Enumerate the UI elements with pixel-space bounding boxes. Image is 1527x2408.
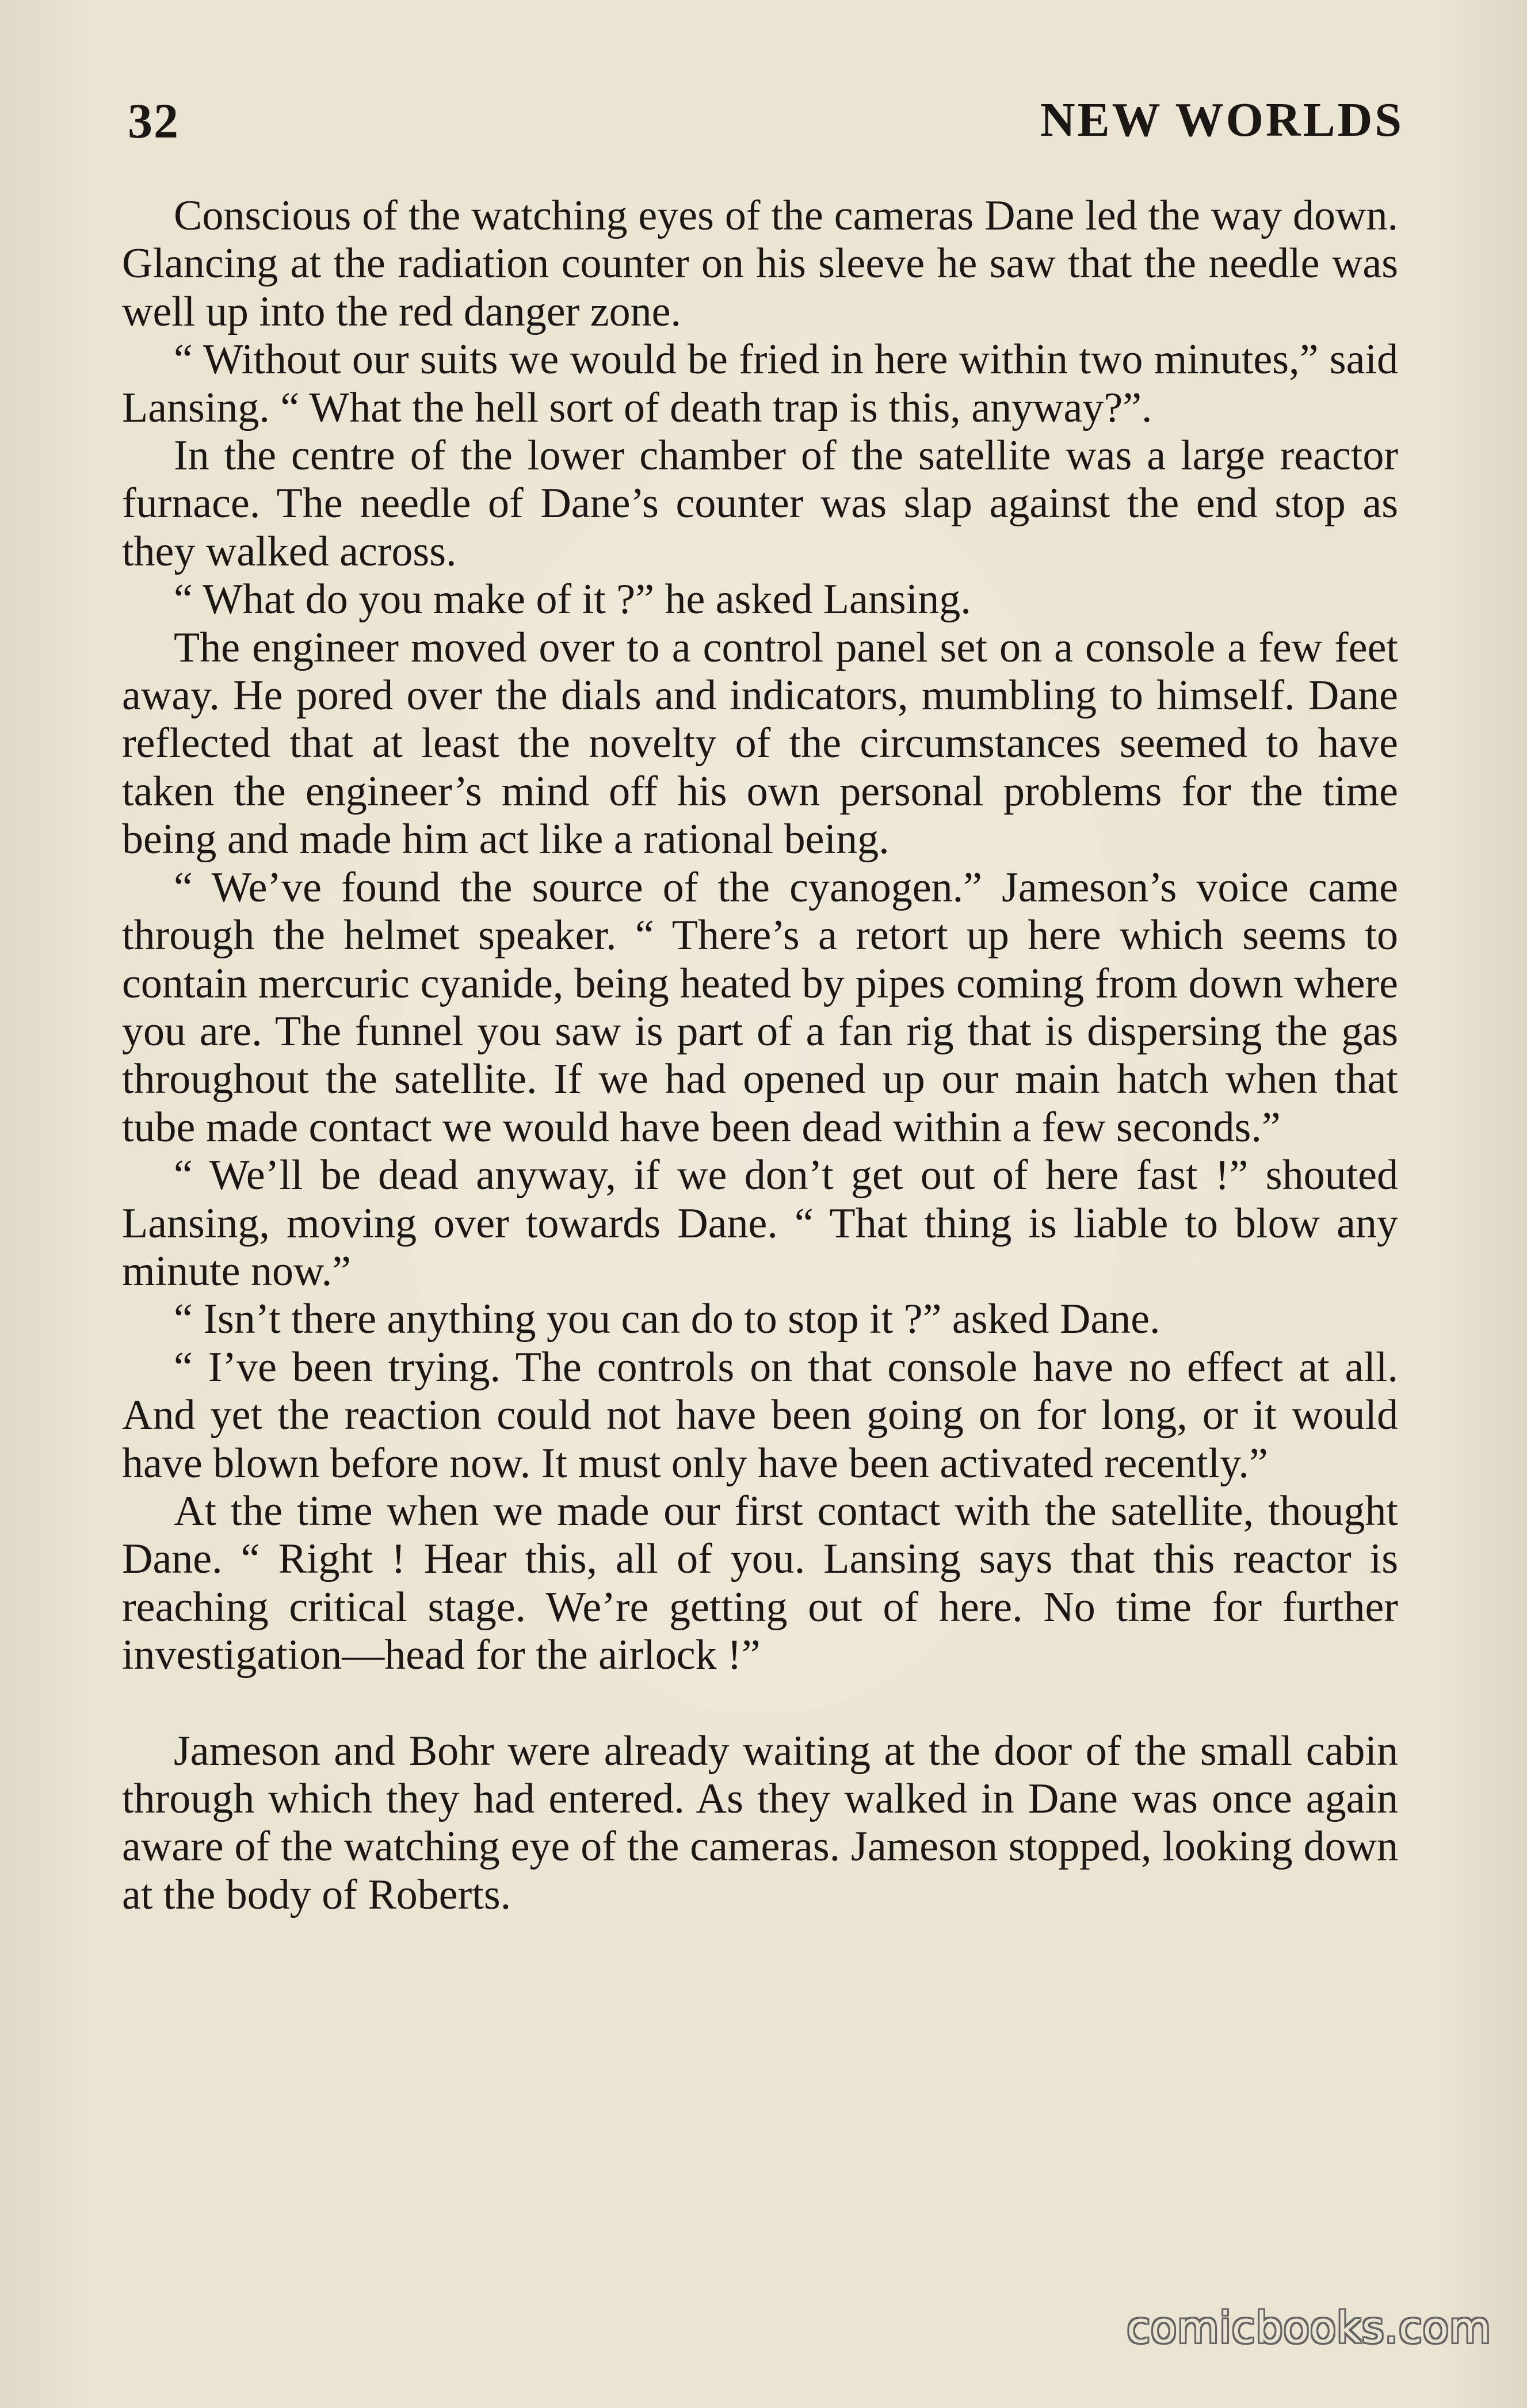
magazine-title: NEW WORLDS <box>1040 93 1404 147</box>
paragraph: “ I’ve been trying. The controls on that console have no effect at all. And yet the reaction could not have been going on for long, or it would have blown before now. It must only have been activated recently.” <box>122 1343 1398 1487</box>
page-number: 32 <box>128 93 180 148</box>
watermark: comicbooks.com <box>1127 2303 1491 2353</box>
paragraph: At the time when we made our first contact with the satellite, thought Dane. “ Right ! Hear this, all of you. Lansing says that this reactor is reaching critical stage. We’re getting out of here. No time for further investigation—head for the airlock !” <box>122 1487 1398 1679</box>
paragraph: “ Without our suits we would be fried in here within two minutes,” said Lansing. “ What the hell sort of death trap is this, anyway?”. <box>122 336 1398 431</box>
paragraph: Conscious of the watching eyes of the cameras Dane led the way down. Glancing at the radiation counter on his sleeve he saw that the needle was well up into the red danger zone. <box>122 192 1398 335</box>
paragraph: “ Isn’t there anything you can do to stop it ?” asked Dane. <box>174 1295 1160 1343</box>
story-text <box>122 192 1398 1919</box>
section-break <box>122 1680 1398 1727</box>
paragraph: The engineer moved over to a control panel set on a console a few feet away. He pored over the dials and indicators, mumbling to himself. Dane reflected that at least the novelty of the circumstances seemed to have taken the engineer’s mind off his own personal problems for the time being and made him act like a rational being. <box>122 624 1398 863</box>
running-head <box>128 92 1404 155</box>
paragraph: “ What do you make of it ?” he asked Lansing. <box>174 576 971 624</box>
paragraph: “ We’ll be dead anyway, if we don’t get out of here fast !” shouted Lansing, moving over towards Dane. “ That thing is liable to blow any minute now.” <box>122 1152 1398 1295</box>
paragraph: Jameson and Bohr were already waiting at the door of the small cabin through which they had entered. As they walked in Dane was once again aware of the watching eye of the cameras. Jameson stopped, looking down at the body of Roberts. <box>122 1727 1398 1918</box>
paragraph: “ We’ve found the source of the cyanogen.” Jameson’s voice came through the helmet speaker. “ There’s a retort up here which seems to contain mercuric cyanide, being heated by pipes coming from down where you are. The funnel you saw is part of a fan rig that is dispersing the gas throughout the satellite. If we had opened up our main hatch when that tube made contact we would have been dead within a few seconds.” <box>122 863 1398 1151</box>
paragraph: In the centre of the lower chamber of the satellite was a large reactor furnace. The needle of Dane’s counter was slap against the end stop as they walked across. <box>122 432 1398 575</box>
